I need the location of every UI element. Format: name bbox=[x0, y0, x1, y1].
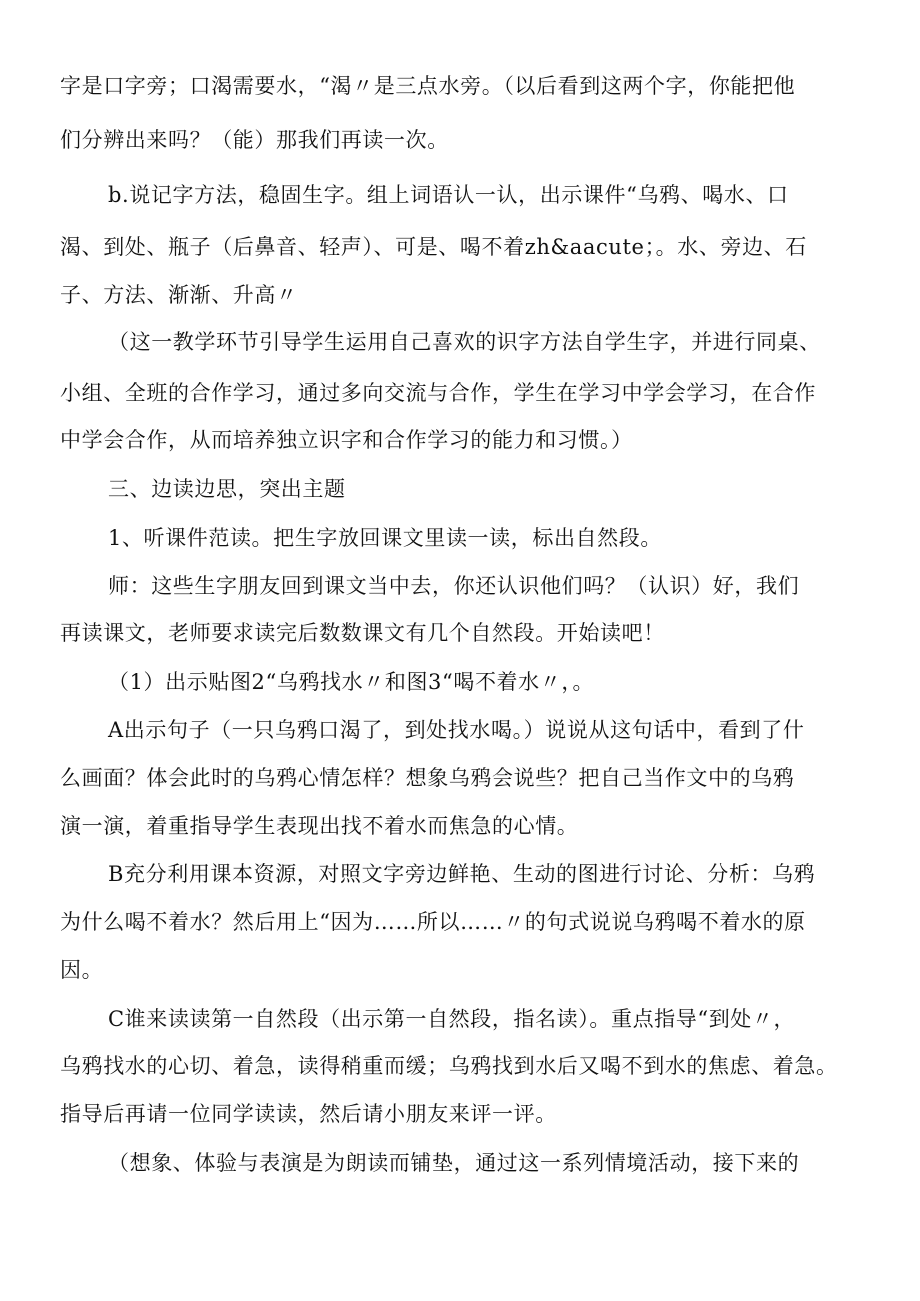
text-line: 演一演，着重指导学生表现出找不着水而焦急的心情。 bbox=[60, 814, 579, 838]
text-line: 们分辨出来吗？（能）那我们再读一次。 bbox=[60, 128, 449, 152]
text-line: A出示句子（一只乌鸦口渴了，到处找水喝。）说说从这句话中，看到了什 bbox=[108, 718, 805, 742]
text-line: 师：这些生字朋友回到课文当中去，你还认识他们吗？（认识）好，我们 bbox=[108, 574, 800, 598]
text-line: 中学会合作，从而培养独立识字和合作学习的能力和习惯。） bbox=[60, 428, 633, 452]
text-line: 指导后再请一位同学读读，然后请小朋友来评一评。 bbox=[60, 1102, 557, 1126]
text-line: 为什么喝不着水？然后用上“因为……所以……〃的句式说说乌鸦喝不着水的原 bbox=[60, 910, 806, 934]
text-line: （这一教学环节引导学生运用自己喜欢的识字方法自学生字，并进行同桌、 bbox=[108, 330, 821, 354]
text-line: 小组、全班的合作学习，通过多向交流与合作，学生在学习中学会学习，在合作 bbox=[60, 381, 816, 405]
text-line: B充分利用课本资源，对照文字旁边鲜艳、生动的图进行讨论、分析：乌鸦 bbox=[108, 862, 816, 886]
section-heading: 三、边读边思，突出主题 bbox=[108, 477, 346, 501]
text-line: 再读课文，老师要求读完后数数课文有几个自然段。开始读吧！ bbox=[60, 621, 665, 645]
text-line: 乌鸦找水的心切、着急，读得稍重而缓；乌鸦找到水后又喝不到水的焦虑、着急。 bbox=[60, 1054, 838, 1078]
text-line: 么画面？体会此时的乌鸦心情怎样？想象乌鸦会说些？把自己当作文中的乌鸦 bbox=[60, 766, 795, 790]
text-line: （想象、体验与表演是为朗读而铺垫，通过这一系列情境活动，接下来的 bbox=[108, 1151, 800, 1175]
text-line: 子、方法、渐渐、升高〃 bbox=[60, 283, 298, 307]
text-line: （1）出示贴图2“乌鸦找水〃和图3“喝不着水〃，。 bbox=[108, 670, 595, 694]
text-line: 因。 bbox=[60, 958, 104, 982]
text-line: C谁来读读第一自然段（出示第一自然段，指名读）。重点指导“到处〃， bbox=[108, 1007, 796, 1031]
text-line: 渴、到处、瓶子（后鼻音、轻声）、可是、喝不着zh&aacute；。水、旁边、石 bbox=[60, 235, 807, 259]
text-line: 1、听课件范读。把生字放回课文里读一读，标出自然段。 bbox=[108, 526, 662, 550]
text-line: b.说记字方法，稳固生字。组上词语认一认，出示课件“乌鸦、喝水、口 bbox=[108, 183, 789, 207]
text-line: 字是口字旁；口渴需要水，“渴〃是三点水旁。（以后看到这两个字，你能把他 bbox=[60, 74, 796, 98]
